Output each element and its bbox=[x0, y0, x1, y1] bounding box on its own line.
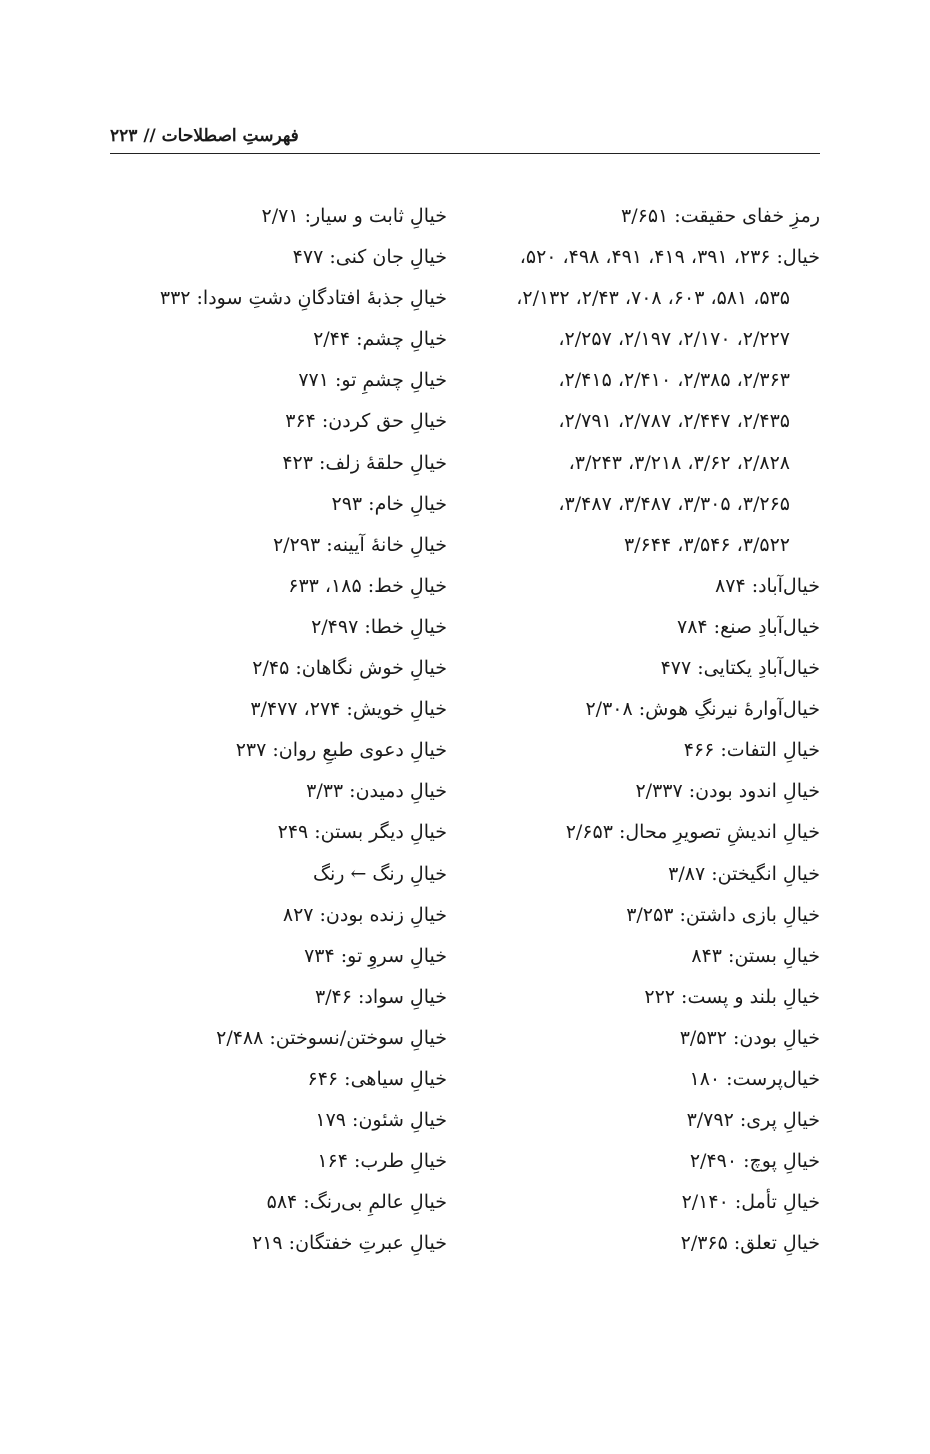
index-entry: خیالِ اندود بودن: ۲/۳۳۷ bbox=[635, 780, 820, 803]
index-entry: خیالِ سیاهی: ۶۴۶ bbox=[307, 1067, 447, 1090]
index-entry: خیالِ سوختن/نسوختن: ۲/۴۸۸ bbox=[216, 1026, 447, 1049]
index-entry: خیال‌آباد: ۸۷۴ bbox=[715, 574, 820, 597]
index-entry: خیالِ بودن: ۳/۵۳۲ bbox=[679, 1026, 820, 1049]
index-entry: خیالِ التفات: ۴۶۶ bbox=[683, 739, 820, 762]
index-entry: خیالِ جذبهٔ افتادگانِ دشتِ سودا: ۳۳۲ bbox=[159, 287, 447, 310]
index-entry: خیالِ خوش نگاهان: ۲/۴۵ bbox=[252, 657, 447, 680]
index-entry: خیالِ چشمِ تو: ۷۷۱ bbox=[298, 369, 447, 392]
index-entry: خیال: ۲۳۶، ۳۹۱، ۴۱۹، ۴۹۱، ۴۹۸، ۵۲۰، bbox=[519, 246, 820, 269]
index-entry: خیالِ سواد: ۳/۴۶ bbox=[314, 985, 447, 1008]
index-entry: خیالِ خط: ۱۸۵، ۶۳۳ bbox=[288, 574, 447, 597]
index-entry: خیالِ ثابت و سیار: ۲/۷۱ bbox=[261, 205, 447, 227]
index-entry: خیال‌آبادِ یکتایی: ۴۷۷ bbox=[660, 657, 820, 680]
index-entry: خیالِ عالمِ بی‌رنگ: ۵۸۴ bbox=[266, 1191, 447, 1214]
index-entry: ۲/۳۶۳، ۲/۳۸۵، ۲/۴۱۰، ۲/۴۱۵، bbox=[558, 369, 790, 392]
header-title: فهرستِ اصطلاحات // ۲۲۳ bbox=[110, 126, 299, 146]
index-entry: خیالِ بازی داشتن: ۳/۲۵۳ bbox=[626, 903, 820, 926]
index-column-left bbox=[107, 196, 447, 1264]
index-entry: خیالِ تأمل: ۲/۱۴۰ bbox=[681, 1191, 820, 1214]
index-entry: خیالِ اندیشِ تصویرِ محال: ۲/۶۵۳ bbox=[565, 821, 820, 844]
index-entry: ۵۳۵، ۵۸۱، ۶۰۳، ۷۰۸، ۲/۴۳، ۲/۱۳۲، bbox=[516, 287, 790, 310]
index-entry: خیالِ چشم: ۲/۴۴ bbox=[313, 328, 447, 351]
index-entry: خیالِ جان کنی: ۴۷۷ bbox=[292, 246, 447, 269]
index-entry: خیالِ انگیختن: ۳/۸۷ bbox=[668, 862, 820, 885]
index-entry: ۲/۴۳۵، ۲/۴۴۷، ۲/۷۸۷، ۲/۷۹۱، bbox=[558, 410, 790, 433]
index-entry: خیالِ رنگ ← رنگ bbox=[312, 862, 447, 885]
index-entry: ۳/۲۶۵، ۳/۳۰۵، ۳/۴۸۷، ۳/۴۸۷، bbox=[558, 492, 790, 515]
index-entry: رمزِ خفای حقیقت: ۳/۶۵۱ bbox=[621, 205, 820, 227]
index-entry: خیالِ دمیدن: ۳/۳۳ bbox=[306, 780, 447, 803]
index-entry: خیالِ طرب: ۱۶۴ bbox=[317, 1150, 447, 1173]
index-entry: خیال‌آبادِ صنع: ۷۸۴ bbox=[677, 615, 820, 638]
index-entry: خیالِ دیگر بستن: ۲۴۹ bbox=[277, 821, 447, 844]
index-entry: خیالِ خانهٔ آیینه: ۲/۲۹۳ bbox=[272, 533, 447, 556]
index-entry: خیال‌پرست: ۱۸۰ bbox=[689, 1067, 820, 1090]
index-entry: ۳/۵۲۲، ۳/۵۴۶، ۳/۶۴۴ bbox=[623, 533, 790, 556]
index-entry: خیالِ سروِ تو: ۷۳۴ bbox=[304, 944, 447, 967]
index-entry: خیالِ پری: ۳/۷۹۲ bbox=[686, 1109, 820, 1132]
index-entry: خیالِ زنده بودن: ۸۲۷ bbox=[282, 903, 447, 926]
index-entry: خیالِ عبرتِ خفتگان: ۲۱۹ bbox=[252, 1232, 447, 1255]
index-column-right bbox=[480, 196, 820, 1264]
index-entry: خیالِ تعلق: ۲/۳۶۵ bbox=[680, 1232, 820, 1255]
index-entry: خیالِ خام: ۲۹۳ bbox=[331, 492, 447, 515]
index-entry: خیالِ شئون: ۱۷۹ bbox=[315, 1109, 447, 1132]
index-entry: خیال‌آوارهٔ نیرنگِ هوش: ۲/۳۰۸ bbox=[585, 698, 820, 721]
index-entry: خیالِ خطا: ۲/۴۹۷ bbox=[311, 615, 447, 638]
index-entry: خیالِ حلقهٔ زلف: ۴۲۳ bbox=[282, 451, 447, 474]
index-entry: خیالِ بلند و پست: ۲۲۲ bbox=[644, 985, 820, 1008]
index-entry: خیالِ بستن: ۸۴۳ bbox=[691, 944, 820, 967]
running-header bbox=[110, 122, 820, 154]
index-entry: خیالِ خویش: ۲۷۴، ۳/۴۷۷ bbox=[250, 698, 447, 721]
index-entry: خیالِ دعوی طبعِ روان: ۲۳۷ bbox=[235, 739, 447, 762]
index-entry: خیالِ پوچ: ۲/۴۹۰ bbox=[689, 1150, 820, 1173]
index-entry: خیالِ حق کردن: ۳۶۴ bbox=[285, 410, 447, 433]
index-entry: ۲/۲۲۷، ۲/۱۷۰، ۲/۱۹۷، ۲/۲۵۷، bbox=[558, 328, 790, 351]
index-entry: ۲/۸۲۸، ۳/۶۲، ۳/۲۱۸، ۳/۲۴۳، bbox=[568, 451, 790, 474]
